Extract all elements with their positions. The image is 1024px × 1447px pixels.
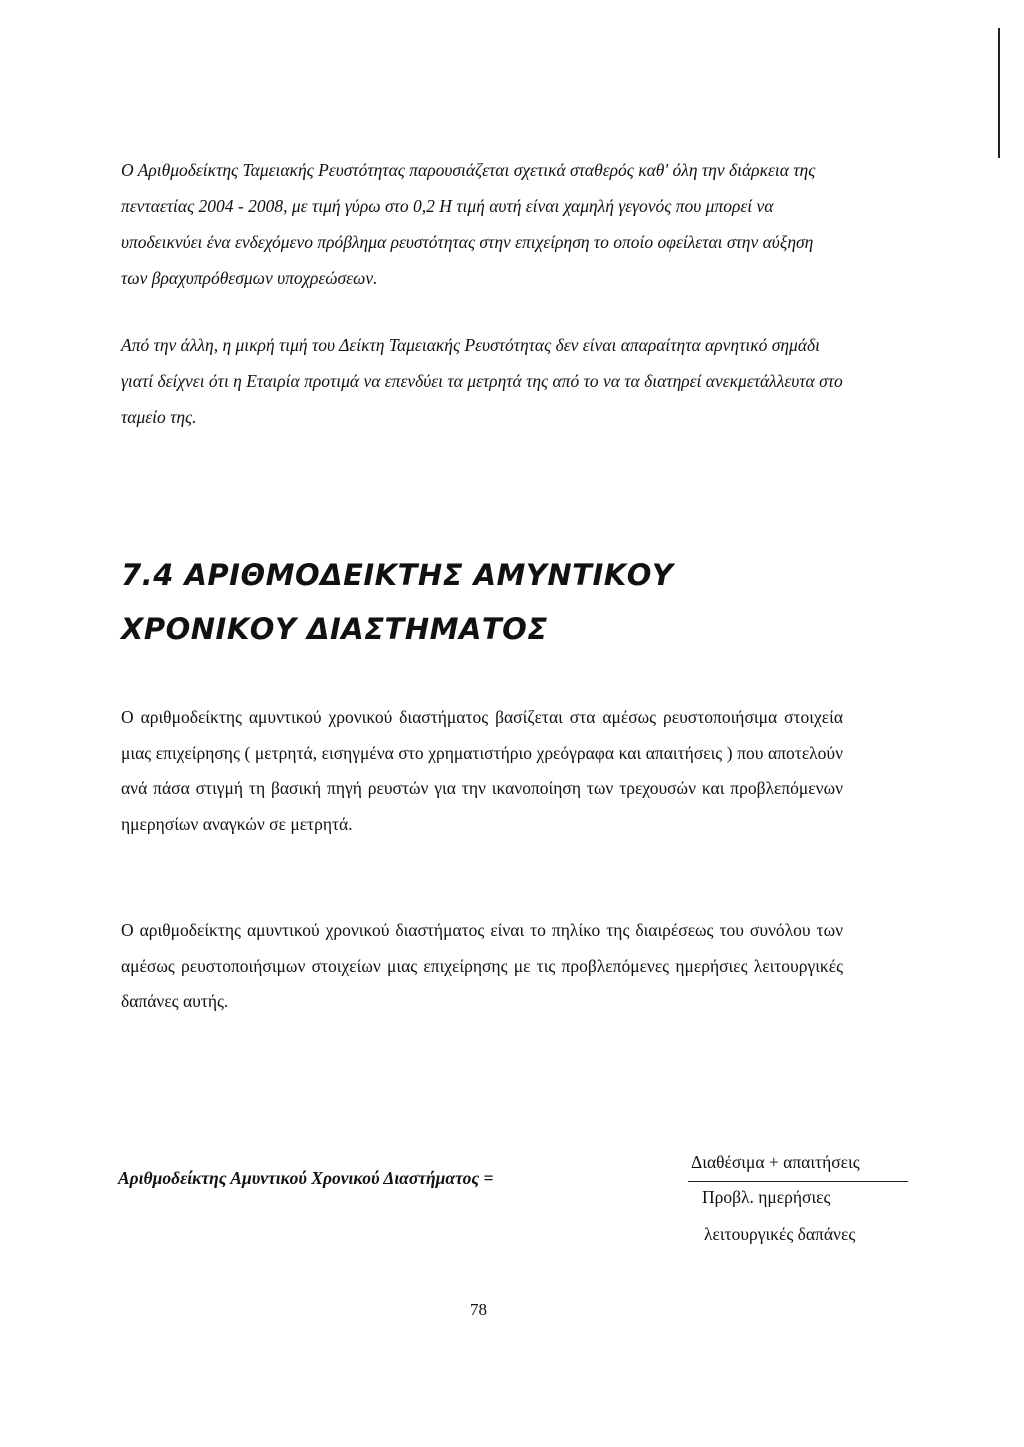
paragraph-defensive-basis: Ο αριθμοδείκτης αμυντικού χρονικού διαστήματος βασίζεται στα αμέσως ρευστοποιήσιμα στοιχεία μιας επιχείρησης ( μετρητά, εισηγμένα στο χρηματιστήριο χρεόγραφα και απαιτήσεις ) που αποτελούν ανά πάσα στιγμή τη βασική πηγή ρευστών για την ικανοποίηση των τρεχουσών και προβλεπόμενων ημερησίων αναγκών σε μετρητά.: [121, 707, 843, 834]
paragraph-liquidity-comment: Ο Αριθμοδείκτης Ταμειακής Ρευστότητας παρουσιάζεται σχετικά σταθερός καθ' όλη την διάρκεια της πενταετίας 2004 - 2008, με τιμή γύρω στο 0,2 Η τιμή αυτή είναι χαμηλή γεγονός που μπορεί να υποδεικνύει ένα ενδεχόμενο πρόβλημα ρευστότητας στην επιχείρηση το οποίο οφείλεται στην αύξηση των βραχυπρόθεσμων υποχρεώσεων.: [121, 160, 816, 288]
fraction-bar: [688, 1181, 908, 1182]
formula-label: Αριθμοδείκτης Αμυντικού Χρονικού Διαστήματος =: [118, 1168, 494, 1188]
formula-numerator: Διαθέσιμα + απαιτήσεις: [691, 1152, 860, 1172]
margin-rule: [998, 28, 1000, 158]
section-heading-line2: ΧΡΟΝΙΚΟΥ ΔΙΑΣΤΗΜΑΤΟΣ: [121, 612, 548, 646]
formula-denominator-line1: Προβλ. ημερήσιες: [702, 1187, 831, 1207]
formula: [118, 1152, 860, 1254]
page-number: 78: [470, 1300, 487, 1319]
section-heading: [121, 548, 673, 656]
paragraph-liquidity-other-side: Από την άλλη, η μικρή τιμή του Δείκτη Ταμειακής Ρευστότητας δεν είναι απαραίτητα αρνητικό σημάδι γιατί δείχνει ότι η Εταιρία προτιμά να επενδύει τα μετρητά της από το να τα διατηρεί ανεκμετάλλευτα στο ταμείο της.: [121, 335, 843, 427]
formula-denominator-line2: λειτουργικές δαπάνες: [704, 1224, 856, 1244]
paragraph-defensive-definition: Ο αριθμοδείκτης αμυντικού χρονικού διαστήματος είναι το πηλίκο της διαιρέσεως του συνόλου των αμέσως ρευστοποιήσιμων στοιχείων μιας επιχείρησης με τις προβλεπόμενες ημερήσιες λειτουργικές δαπάνες αυτής.: [121, 920, 843, 1011]
section-heading-line1: 7.4 ΑΡΙΘΜΟΔΕΙΚΤΗΣ ΑΜΥΝΤΙΚΟΥ: [121, 558, 674, 592]
